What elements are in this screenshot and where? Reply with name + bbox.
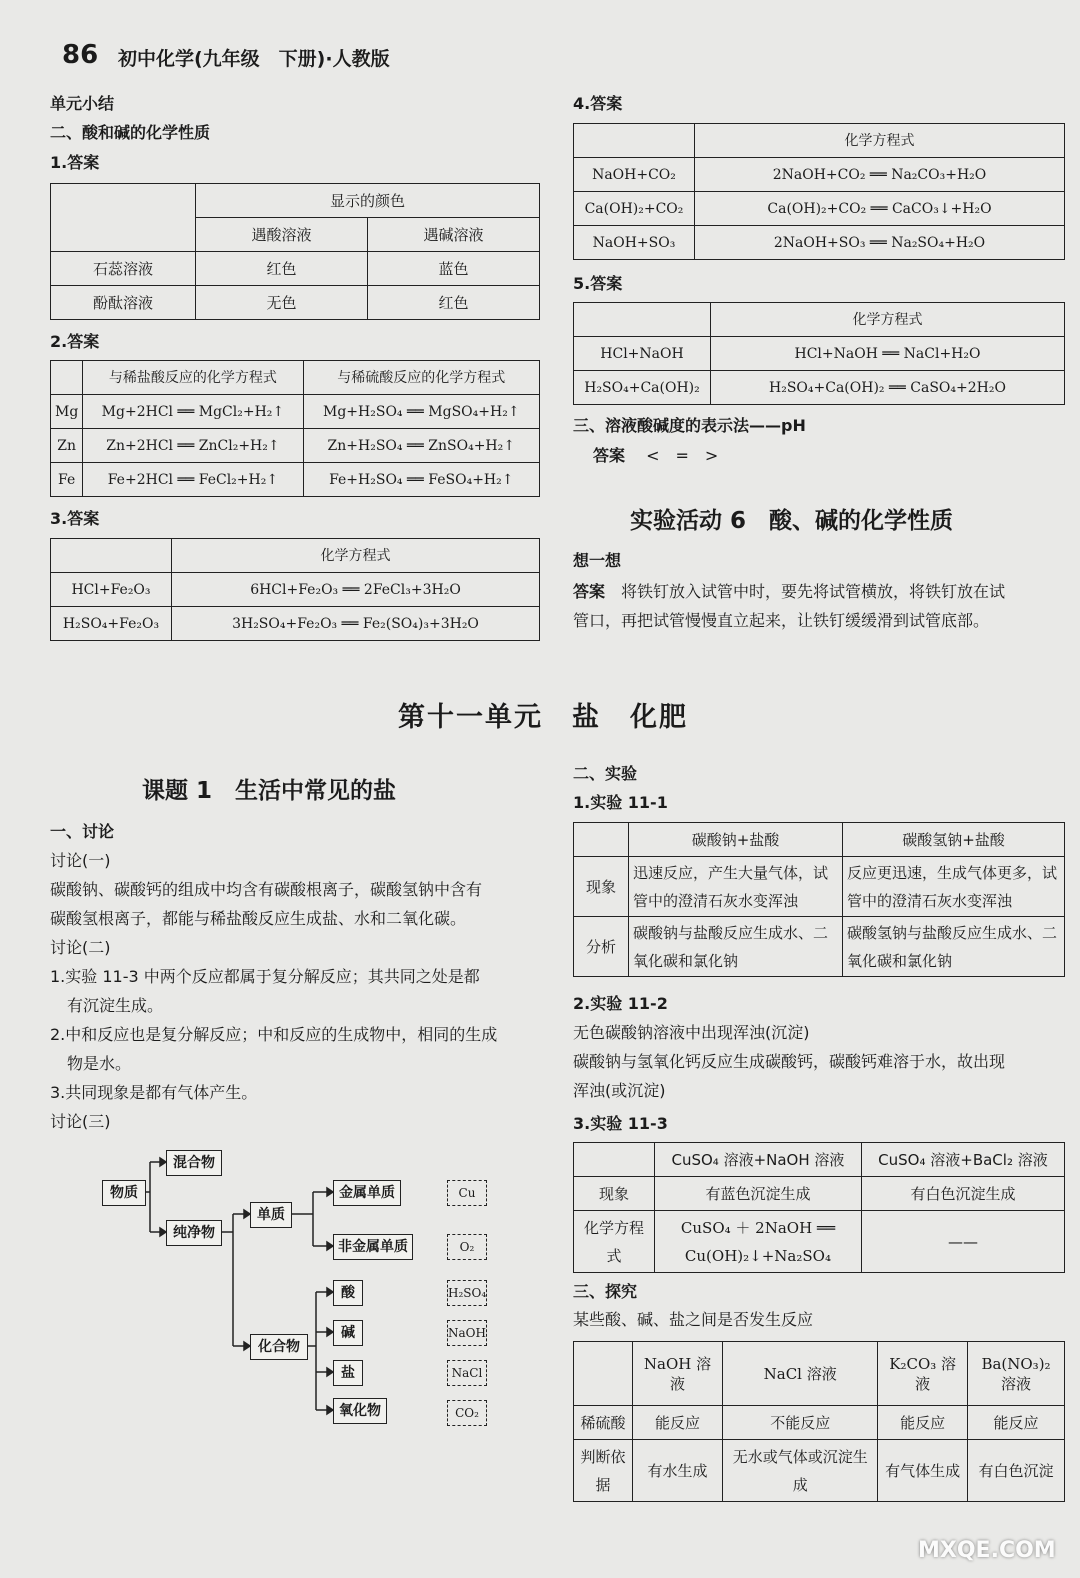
think-heading: 想一想 <box>573 551 622 570</box>
summary-heading: 单元小结 <box>50 94 115 113</box>
tree-node-pure: 纯净物 <box>166 1220 222 1246</box>
table-row: 酚酞溶液 无色 红色 <box>51 286 540 320</box>
table-header: NaCl 溶液 <box>723 1342 878 1406</box>
section-heading: 二、实验 <box>573 764 638 783</box>
answer-symbols: < = > <box>646 446 719 465</box>
table-header: CuSO₄ 溶液+BaCl₂ 溶液 <box>861 1143 1064 1177</box>
section-heading: 三、溶液酸碱度的表示法——pH <box>573 416 806 435</box>
table-base-oxide <box>573 123 1065 260</box>
answer-label: 5.答案 <box>573 274 623 293</box>
table-row: 现象 迅速反应，产生大量气体，试管中的澄清石灰水变浑浊 反应更迅速，生成气体更多，试管中的澄清石灰水变浑浊 <box>574 857 1065 917</box>
tree-node-root: 物质 <box>102 1180 146 1206</box>
activity-title: 实验活动 6 酸、碱的化学性质 <box>630 508 954 534</box>
table-header: Ba(NO₃)₂ 溶液 <box>968 1342 1065 1406</box>
table-header: CuSO₄ 溶液+NaOH 溶液 <box>655 1143 862 1177</box>
table-header: 遇酸溶液 <box>196 218 368 252</box>
explore-question: 某些酸、碱、盐之间是否发生反应 <box>573 1310 814 1329</box>
table-row: 分析 碳酸钠与盐酸反应生成水、二氧化碳和氯化钠 碳酸氢钠与盐酸反应生成水、二氧化碳和氯化钠 <box>574 917 1065 977</box>
tree-example-co2: CO₂ <box>447 1400 487 1426</box>
experiment-label: 2.实验 11-2 <box>573 994 668 1013</box>
table-header: 显示的颜色 <box>196 184 540 218</box>
answer-label: 答案 <box>593 446 626 465</box>
table-header: 化学方程式 <box>695 124 1065 158</box>
table-row: 现象 有蓝色沉淀生成 有白色沉淀生成 <box>574 1177 1065 1211</box>
tree-example-nacl: NaCl <box>447 1360 487 1386</box>
table-header: 化学方程式 <box>711 303 1065 337</box>
section-heading: 三、探究 <box>573 1282 638 1301</box>
table-explore <box>573 1341 1065 1502</box>
tree-example-cu: Cu <box>447 1180 487 1206</box>
table-row: H₂SO₄+Fe₂O₃ 3H₂SO₄+Fe₂O₃ ══ Fe₂(SO₄)₃+3H₂O <box>51 607 540 641</box>
table-experiment-11-1 <box>573 822 1065 977</box>
tree-node-compound: 化合物 <box>250 1334 308 1360</box>
table-row: 判断依据 有水生成 无水或气体或沉淀生成 有气体生成 有白色沉淀 <box>574 1440 1065 1502</box>
table-header: K₂CO₃ 溶液 <box>878 1342 968 1406</box>
table-row: 化学方程式 CuSO₄ ＋ 2NaOH ══ Cu(OH)₂↓+Na₂SO₄ —— <box>574 1211 1065 1273</box>
table-row: HCl+Fe₂O₃ 6HCl+Fe₂O₃ ══ 2FeCl₃+3H₂O <box>51 573 540 607</box>
tree-node-salt: 盐 <box>333 1360 363 1386</box>
table-header: 化学方程式 <box>172 539 540 573</box>
table-row: Zn Zn+2HCl ══ ZnCl₂+H₂↑ Zn+H₂SO₄ ══ ZnSO₄+H₂↑ <box>51 429 540 463</box>
table-row: 石蕊溶液 红色 蓝色 <box>51 252 540 286</box>
table-row: HCl+NaOH HCl+NaOH ══ NaCl+H₂O <box>574 337 1065 371</box>
watermark: MXQE.COM <box>918 1538 1056 1563</box>
answer-label: 4.答案 <box>573 94 623 113</box>
tree-node-oxide: 氧化物 <box>333 1398 387 1424</box>
think-answer: 答案 将铁钉放入试管中时，要先将试管横放，将铁钉放在试 管口，再把试管慢慢直立起来，让铁钉缓缓滑到试管底部。 <box>573 582 1006 630</box>
answer-label: 答案 <box>573 582 606 601</box>
table-header: 碳酸氢钠+盐酸 <box>843 823 1065 857</box>
tree-node-element: 单质 <box>250 1202 292 1228</box>
table-row: Ca(OH)₂+CO₂ Ca(OH)₂+CO₂ ══ CaCO₃↓+H₂O <box>574 192 1065 226</box>
section-heading: 一、讨论 <box>50 822 115 841</box>
tree-example-h2so4: H₂SO₄ <box>447 1280 487 1306</box>
tree-node-nonmetal: 非金属单质 <box>333 1234 413 1260</box>
table-neutralization <box>573 302 1065 405</box>
answer-line <box>593 444 718 468</box>
discussion-block: 讨论(一) 碳酸钠、碳酸钙的组成中均含有碳酸根离子，碳酸氢钠中含有 碳酸氢根离子，都能与稀盐酸反应生成盐、水和二氧化碳。 讨论(二) 1.实验 11-3 中两个反应都属于复分解反应；其共同之处是都 有沉淀生成。 2.中和反应也是复分解反应；中和反应的生成物中，相同的生成 物是水。 3.共同现象是都有气体产生。 讨论(三) <box>50 851 498 1131</box>
tree-node-acid: 酸 <box>333 1280 363 1306</box>
tree-example-naoh: NaOH <box>447 1320 487 1346</box>
experiment-11-2-text: 无色碳酸钠溶液中出现浑浊(沉淀) 碳酸钠与氢氧化钙反应生成碳酸钙，碳酸钙难溶于水，故出现 浑浊(或沉淀) <box>573 1023 1006 1100</box>
table-header: NaOH 溶液 <box>633 1342 723 1406</box>
table-row: NaOH+CO₂ 2NaOH+CO₂ ══ Na₂CO₃+H₂O <box>574 158 1065 192</box>
answer-label: 3.答案 <box>50 509 100 528</box>
lesson-title: 课题 1 生活中常见的盐 <box>142 778 397 804</box>
experiment-label: 1.实验 11-1 <box>573 793 668 812</box>
table-row: NaOH+SO₃ 2NaOH+SO₃ ══ Na₂SO₄+H₂O <box>574 226 1065 260</box>
tree-node-metal: 金属单质 <box>333 1180 401 1206</box>
table-row: H₂SO₄+Ca(OH)₂ H₂SO₄+Ca(OH)₂ ══ CaSO₄+2H₂O <box>574 371 1065 405</box>
table-header: 碳酸钠+盐酸 <box>629 823 843 857</box>
table-experiment-11-3 <box>573 1142 1065 1273</box>
answer-label: 1.答案 <box>50 153 100 172</box>
book-title: 初中化学(九年级 下册)·人教版 <box>118 48 390 70</box>
table-header: 与稀盐酸反应的化学方程式 <box>83 361 303 395</box>
unit-title: 第十一单元 盐 化肥 <box>398 702 688 733</box>
section-heading: 二、酸和碱的化学性质 <box>50 123 211 142</box>
tree-node-mixture: 混合物 <box>166 1150 222 1176</box>
page-number: 86 <box>62 40 99 70</box>
tree-example-o2: O₂ <box>447 1234 487 1260</box>
table-header: 与稀硫酸反应的化学方程式 <box>303 361 539 395</box>
tree-node-base: 碱 <box>333 1320 363 1346</box>
table-row: Mg Mg+2HCl ══ MgCl₂+H₂↑ Mg+H₂SO₄ ══ MgSO₄+H₂↑ <box>51 395 540 429</box>
table-row: 稀硫酸 能反应 不能反应 能反应 能反应 <box>574 1406 1065 1440</box>
table-header: 遇碱溶液 <box>368 218 540 252</box>
experiment-label: 3.实验 11-3 <box>573 1114 668 1133</box>
table-row: Fe Fe+2HCl ══ FeCl₂+H₂↑ Fe+H₂SO₄ ══ FeSO₄+H₂↑ <box>51 463 540 497</box>
answer-label: 2.答案 <box>50 332 100 351</box>
